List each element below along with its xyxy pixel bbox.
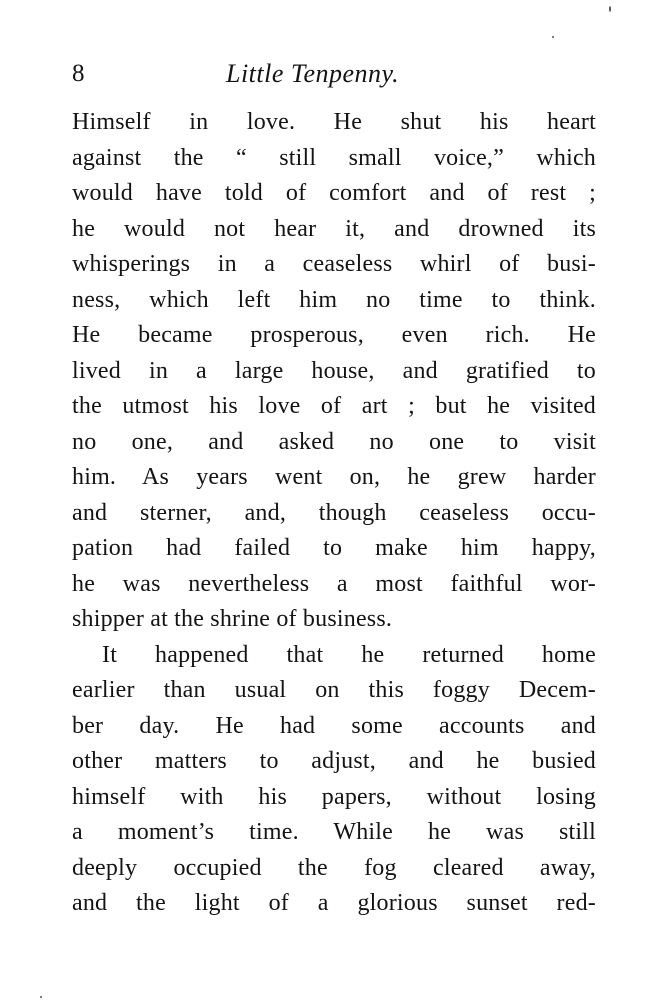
- text-line: himself with his papers, without losing: [72, 783, 596, 810]
- text-line: he was nevertheless a most faithful wor-: [72, 570, 596, 597]
- text-line: It happened that he returned home: [102, 641, 596, 668]
- text-line: him. As years went on, he grew harder: [72, 464, 596, 490]
- text-line: earlier than usual on this foggy Decem-: [72, 677, 596, 703]
- text-line: other matters to adjust, and he busied: [72, 748, 596, 774]
- scan-speck: [40, 996, 42, 998]
- text-line: He became prosperous, even rich. He: [72, 322, 596, 348]
- text-line: lived in a large house, and gratified to: [72, 357, 596, 384]
- scan-speck: [609, 6, 611, 12]
- text-line: a moment’s time. While he was still: [72, 819, 596, 845]
- text-line: ber day. He had some accounts and: [72, 712, 596, 739]
- text-line: no one, and asked no one to visit: [72, 428, 596, 455]
- text-line: deeply occupied the fog cleared away,: [72, 854, 596, 881]
- text-line: and the light of a glorious sunset red-: [72, 890, 596, 916]
- text-line: would have told of comfort and of rest ;: [72, 180, 596, 206]
- text-line: ness, which left him no time to think.: [72, 286, 596, 313]
- scan-speck: [552, 36, 554, 38]
- text-line: the utmost his love of art ; but he visited: [72, 393, 596, 419]
- text-line: pation had failed to make him happy,: [72, 535, 596, 561]
- text-line: and sterner, and, though ceaseless occu-: [72, 499, 596, 526]
- page-number: 8: [72, 60, 85, 87]
- text-line: against the “ still small voice,” which: [72, 144, 596, 171]
- paragraph-1: [72, 105, 596, 638]
- paragraph-2: [72, 638, 596, 922]
- body-text: [72, 105, 596, 922]
- text-line: Himself in love. He shut his heart: [72, 109, 596, 135]
- text-line: shipper at the shrine of business.: [72, 606, 393, 632]
- running-title: Little Tenpenny.: [226, 59, 400, 88]
- text-line: he would not hear it, and drowned its: [72, 215, 596, 242]
- page-header: [72, 54, 596, 94]
- text-line: whisperings in a ceaseless whirl of busi-: [72, 251, 596, 277]
